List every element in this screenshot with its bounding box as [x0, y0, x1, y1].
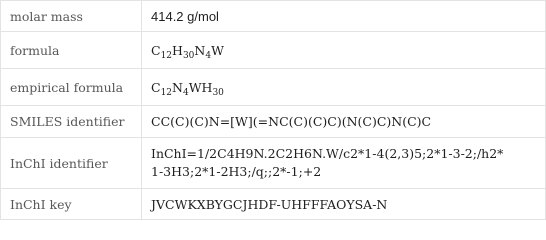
row-label: SMILES identifier: [1, 106, 142, 138]
inchi-value: [142, 138, 546, 189]
formula-part: N: [194, 42, 206, 58]
formula-subscript: 4: [182, 87, 189, 98]
formula-value: [142, 32, 546, 69]
formula-subscript: 12: [160, 87, 173, 98]
inchi-line-1: InChI=1/2C4H9N.2C2H6N.W/c2*1-4(2,3)5;2*1-3-2;/h2*: [151, 146, 504, 161]
formula-part: C: [151, 42, 161, 58]
inchi-line-2: 1-3H3;2*1-2H3;/q;;2*-1;+2: [151, 164, 322, 179]
formula-subscript: 12: [160, 50, 173, 61]
empirical-formula-value: [142, 69, 546, 106]
formula-subscript: 30: [182, 50, 195, 61]
formula-part: W: [211, 42, 224, 58]
row-label: empirical formula: [1, 69, 142, 106]
molar-mass-value: 414.2 g/mol: [142, 1, 546, 32]
formula-part: H: [172, 42, 183, 58]
table-row-molar-mass: [1, 1, 546, 32]
row-label: InChI identifier: [1, 138, 142, 189]
table-row-empirical-formula: [1, 69, 546, 106]
table-row-inchi: [1, 138, 546, 189]
table-row-inchi-key: [1, 189, 546, 220]
table-row-formula: [1, 32, 546, 69]
row-label: molar mass: [1, 1, 142, 32]
formula-part: WH: [188, 79, 213, 95]
smiles-value: CC(C)(C)N=[W](=NC(C)(C)C)(N(C)C)N(C)C: [142, 106, 546, 138]
formula-subscript: 30: [212, 87, 224, 98]
formula-part: C: [151, 79, 161, 95]
inchi-key-value: JVCWKXBYGCJHDF-UHFFFAOYSA-N: [142, 189, 546, 220]
table-row-smiles: [1, 106, 546, 138]
row-label: formula: [1, 32, 142, 69]
formula-part: N: [172, 79, 183, 95]
formula-subscript: 4: [205, 50, 212, 61]
row-label: InChI key: [1, 189, 142, 220]
